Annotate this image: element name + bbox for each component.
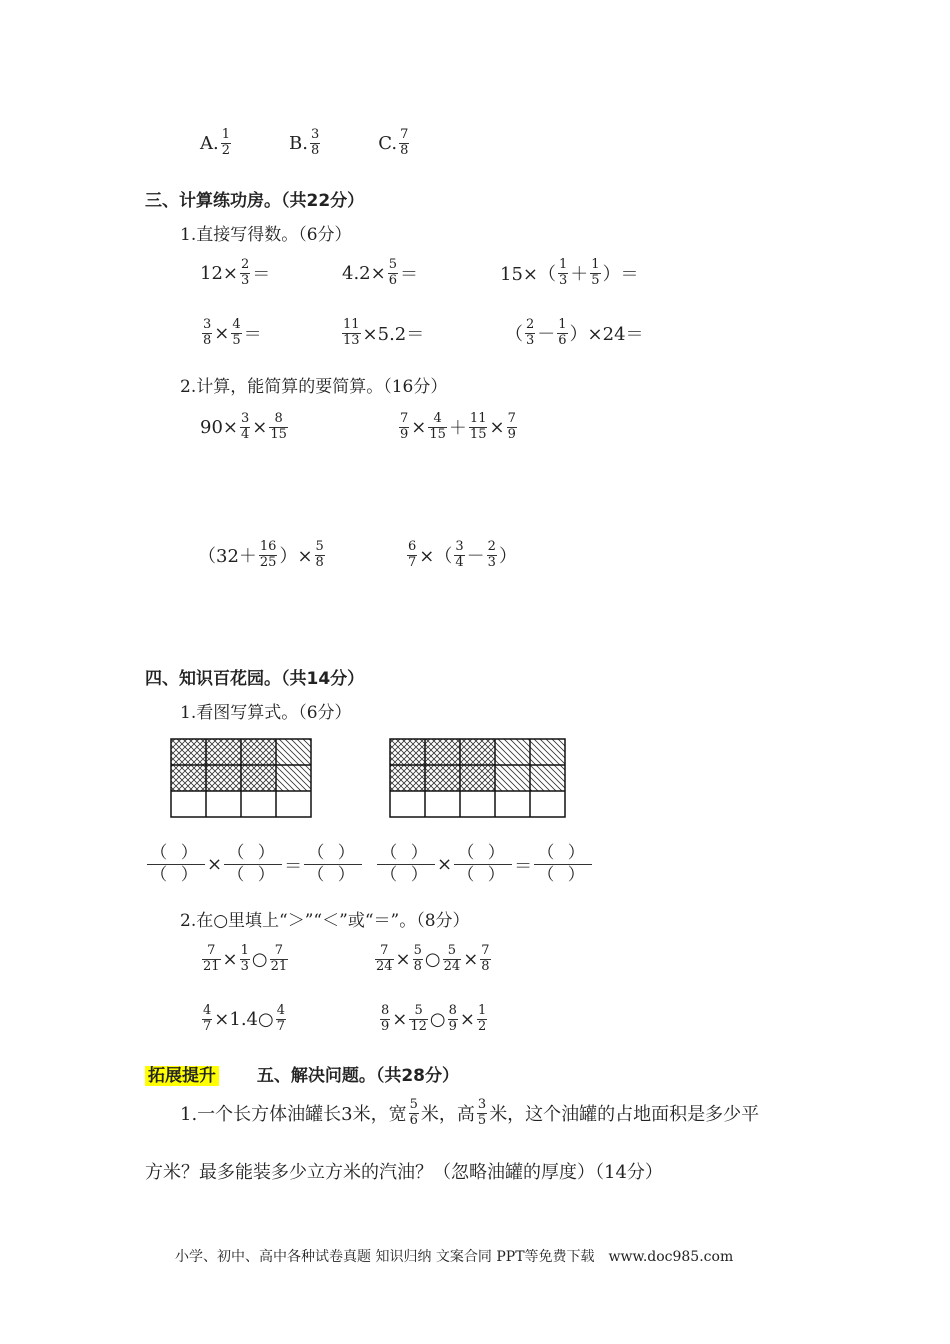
section5-q1-line1: 1.一个长方体油罐长3米，宽 5 6 米，高 3 5 米，这个油罐的占地面积是多少平 [180,1097,760,1128]
blank-fraction[interactable]: （ ） （ ） [147,843,205,887]
section5-q1-line2: 方米？最多能装多少立方米的汽油？（忽略油罐的厚度）（14分） [145,1162,663,1183]
fraction-grid-right [389,738,566,818]
option-c-fraction: 7 8 [400,127,409,158]
blank-fraction[interactable]: （ ） （ ） [224,843,282,887]
expr-e: $\frac{11}{13}$ ×5.2＝ [343,317,425,348]
expr-g: 90× $\frac{3}{4}$ × $\frac{8}{15}$ [200,411,287,442]
section5-header [145,1061,459,1086]
section4-title: 四、知识百花园。（共14分） [145,669,365,689]
compare-circle[interactable]: ○ [251,948,268,970]
expr-f: （ 2 3 － 1 6 ）×24＝ [505,317,644,348]
expr-d: $\frac{3}{8}$ × $\frac{4}{5}$ ＝ [203,317,262,348]
section4-q2-title: 2.在○里填上“＞”“＜”或“＝”。（8分） [180,911,470,931]
blank-fraction[interactable]: （ ） （ ） [304,843,362,887]
blank-equation-left: （ ） （ ） × （ ） （ ） ＝ （ ） （ ） [145,843,364,887]
option-b-letter: B. [289,132,308,154]
blank-fraction[interactable]: （ ） （ ） [377,843,435,887]
compare-l: $\frac{7}{24}$ × $\frac{5}{8}$ ○ $\frac{5}{24}$ × $\frac{7}{8}$ [376,943,490,974]
compare-circle[interactable]: ○ [429,1008,446,1030]
page-footer: 小学、初中、高中各种试卷真题 知识归纳 文案合同 PPT等免费下载 www.doc985.com [175,1249,734,1265]
option-b-fraction: 3 8 [310,127,320,158]
expr-h: $\frac{7}{9}$ × $\frac{4}{15}$ ＋ $\frac{11}{15}$ × $\frac{7}{9}$ [400,411,516,442]
option-a-letter: A. [200,132,219,154]
fraction-grid-left [170,738,312,818]
compare-n: $\frac{8}{9}$ × $\frac{5}{12}$ ○ $\frac{8}{9}$ × $\frac{1}{2}$ [381,1003,487,1034]
section3-q2-title: 2.计算，能简算的要简算。（16分） [180,377,448,397]
blank-equation-right: （ ） （ ） × （ ） （ ） ＝ （ ） （ ） [375,843,594,887]
expr-i: （32＋ 16 25 ）× $\frac{5}{8}$ [198,539,324,570]
section4-q1-title: 1.看图写算式。（6分） [180,703,352,723]
blank-fraction[interactable]: （ ） （ ） [454,843,512,887]
section3-title: 三、计算练功房。（共22分） [145,191,365,211]
compare-m: $\frac{4}{7}$ ×1.4 ○ 4 7 [203,1003,285,1034]
option-a-fraction: 1 2 [221,127,231,158]
blank-fraction[interactable]: （ ） （ ） [534,843,592,887]
section3-q1-title: 1.直接写得数。（6分） [180,225,352,245]
expr-c: 15×（ 1 3 ＋ 1 5 ）＝ [500,257,639,288]
option-c-letter: C. [378,132,398,154]
expr-j: $\frac{6}{7}$ ×（ 3 4 － 2 3 ） [408,539,517,570]
expr-a: 12× $\frac{2}{3}$ ＝ [200,257,271,288]
compare-circle[interactable]: ○ [424,948,441,970]
compare-circle[interactable]: ○ [258,1008,274,1030]
section5-title: 五、解决问题。（共28分） [256,1066,460,1086]
section5-tag: 拓展提升 [145,1066,219,1086]
expr-b: 4.2× $\frac{5}{6}$ ＝ [342,257,418,288]
q2-options-row [200,128,411,159]
compare-k: $\frac{7}{21}$ × $\frac{1}{3}$ ○ 7 21 [203,943,288,974]
